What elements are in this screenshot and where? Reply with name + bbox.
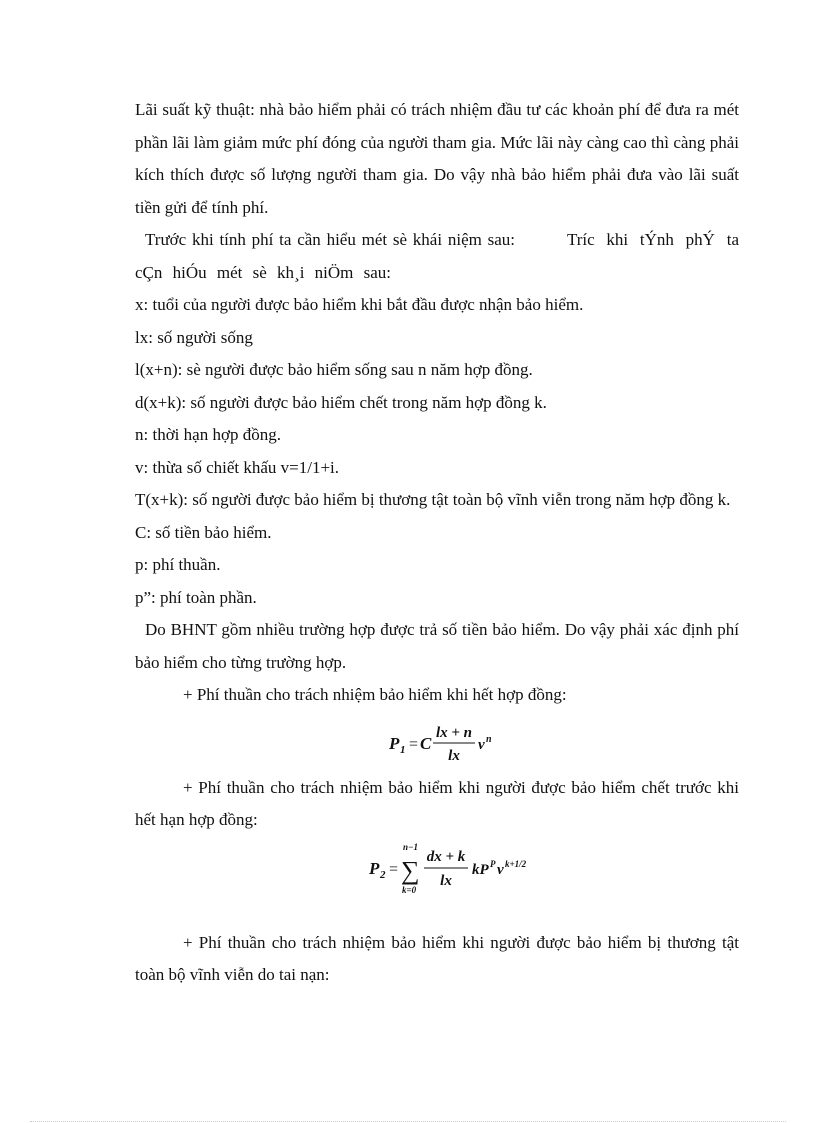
- formula-p1-numerator: lx + n: [435, 724, 473, 741]
- formula-p2: [135, 837, 739, 903]
- definition-lx: lx: số người sống: [135, 327, 253, 347]
- formula-p2-sum-bottom: k=0: [402, 884, 417, 895]
- formula-p2-lhs-sub: 2: [380, 868, 386, 881]
- concepts-intro-garbled: Tríc khi tÝnh phÝ ta cÇn hiÓu mét sè kh¸i niÖm sau:: [135, 230, 740, 282]
- definition-lxn: l(x+n): sè người được bảo hiểm sống sau n năm hợp đồng.: [135, 360, 533, 379]
- paragraph-premium-disability: + Phí thuần cho trách nhiệm bảo hiểm khi người được bảo hiểm bị thương tật toàn bộ vĩnh viễn do tai nạn:: [135, 932, 739, 984]
- formula-p1-v-exp: n: [486, 733, 492, 745]
- paragraph-premium-death: + Phí thuần cho trách nhiệm bảo hiểm khi người được bảo hiểm chết trước khi hết hạn hợp đồng:: [135, 777, 739, 829]
- page-content: [135, 94, 739, 992]
- formula-p2-numerator: dx + k: [426, 848, 466, 865]
- formula-p1: [135, 712, 739, 770]
- formula-p2-denominator: lx: [440, 872, 452, 889]
- formula-p1-lhs-sub: 1: [400, 743, 406, 756]
- formula-p2-eq: =: [389, 860, 399, 878]
- concepts-intro-text: Trước khi tính phí ta cần hiểu mét sè khái niệm sau:: [145, 230, 515, 249]
- paragraph-concepts-intro: [135, 224, 739, 289]
- definition-c: C: số tiền bảo hiểm.: [135, 522, 272, 542]
- definition-p-total: p”: phí toàn phần.: [135, 587, 257, 607]
- paragraph-bhnt: Do BHNT gồm nhiều trường hợp được trả số tiền bảo hiểm. Do vậy phải xác định phí bảo hiểm cho từng trường hợp.: [135, 620, 739, 672]
- formula-p2-kp: kP: [472, 861, 489, 878]
- page-bottom-border: [30, 1121, 786, 1122]
- formula-p1-lhs: P: [389, 733, 400, 753]
- formula-p2-kp-sup: P: [490, 858, 496, 869]
- formula-p2-v: v: [497, 861, 504, 878]
- formula-p1-eq: =: [409, 735, 419, 753]
- formula-p2-sum-symbol: ∑: [401, 855, 420, 885]
- paragraph-interest-rate: Lãi suất kỹ thuật: nhà bảo hiểm phải có trách nhiệm đầu tư các khoản phí để đưa ra mét phần lãi làm giảm mức phí đóng của người tham gia. Mức lãi này càng cao thì càng phải kích thích được số lượng người tham gia. Do vậy nhà bảo hiểm phải đưa vào lãi suất tiền gửi để tính phí.: [135, 100, 739, 217]
- definition-txk: T(x+k): số người được bảo hiểm bị thương tật toàn bộ vĩnh viễn trong năm hợp đồng k.: [135, 490, 731, 509]
- formula-p1-denominator: lx: [448, 747, 460, 764]
- definition-dxk: d(x+k): số người được bảo hiểm chết trong năm hợp đồng k.: [135, 392, 547, 412]
- definition-n: n: thời hạn hợp đồng.: [135, 425, 281, 444]
- formula-p2-v-exp: k+1/2: [505, 858, 527, 869]
- definition-v: v: thừa số chiết khấu v=1/1+i.: [135, 457, 340, 477]
- formula-p1-v: v: [478, 736, 485, 753]
- spacer: [135, 903, 739, 927]
- definition-x: x: tuổi của người được bảo hiểm khi bắt đầu được nhận bảo hiểm.: [135, 295, 584, 314]
- formula-p2-sum-top: n−1: [403, 841, 418, 852]
- formula-p1-coef: C: [420, 733, 432, 753]
- paragraph-premium-end: + Phí thuần cho trách nhiệm bảo hiểm khi hết hợp đồng:: [183, 685, 567, 704]
- formula-p2-lhs: P: [369, 858, 380, 878]
- definition-p: p: phí thuần.: [135, 555, 221, 574]
